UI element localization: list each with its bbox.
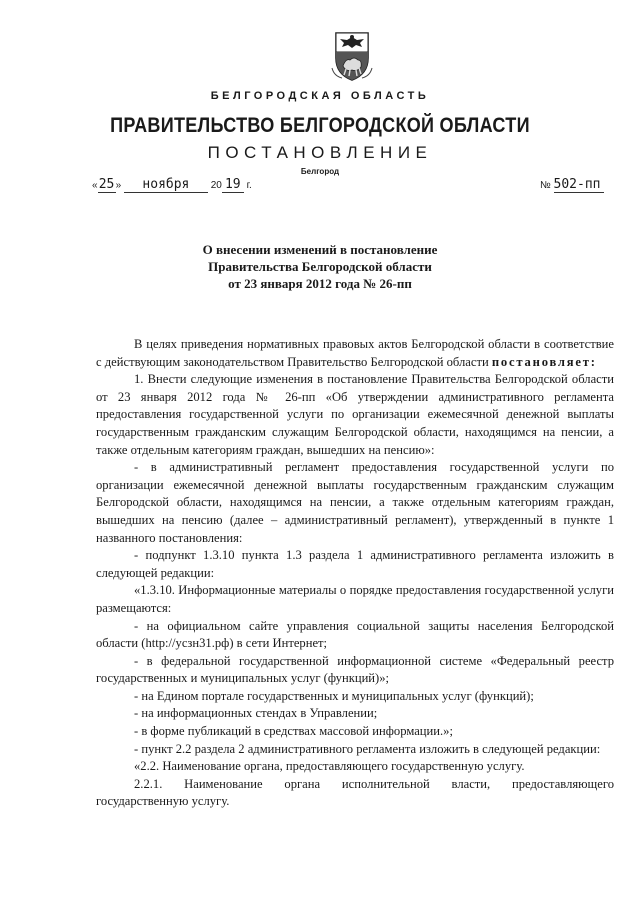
date-year-suffix: 19: [222, 177, 244, 193]
document-number: [540, 177, 604, 193]
list-item-federal-registry: - в федеральной государственной информационной системе «Федеральный реестр государственных и муниципальных услуг (функций)»;: [96, 653, 614, 686]
preamble-text: В целях приведения нормативных правовых актов Белгородской области в соответствие с действующим законодательством Правительство Белгородской области: [96, 337, 614, 369]
list-item-mass-media: - в форме публикаций в средствах массовой информации.»;: [134, 724, 453, 739]
date-month: ноября: [124, 177, 208, 193]
paragraph-2-2-1-text: 2.2.1. Наименование органа исполнительной власти, предоставляющего государственную услугу.: [96, 776, 614, 809]
title-line-3: от 23 января 2012 года № 26-пп: [228, 276, 412, 291]
paragraph-regulation-changes: - в административный регламент предоставления государственной услуги по организации ежемесячной денежной выплаты государственным гражданским служащим Белгородской области, находящимся на пенсии, а также отдельным категориям граждан, вышедших на пенсию (далее – административный регламент), утвержденный в пункте 1 названного постановления:: [96, 460, 614, 545]
list-item-info-stands: - на информационных стендах в Управлении;: [134, 706, 378, 721]
date-day: 25: [98, 177, 115, 192]
date-close-quote: »: [115, 180, 122, 191]
paragraph-preamble: [96, 336, 614, 371]
paragraph-item-2-2: - пункт 2.2 раздела 2 административного регламента изложить в следующей редакции:: [134, 741, 601, 756]
paragraph-item-1: 1. Внести следующие изменения в постановление Правительства Белгородской области от 23 января 2012 года № 26-пп «Об утверждении административного регламента предоставления государственной услуги по организации ежемесячной денежной выплаты государственным гражданским служащим Белгородской области, находящимся на пенсии, а также отдельным категориям граждан, вышедших на пенсию»:: [96, 372, 614, 457]
paragraph-1-3-10-text: «1.3.10. Информационные материалы о порядке предоставления государственной услуги размещаются:: [96, 583, 614, 615]
date-year-prefix: 20: [210, 180, 222, 191]
region-name: БЕЛГОРОДСКАЯ ОБЛАСТЬ: [210, 90, 430, 102]
title-line-2: Правительства Белгородской области: [208, 259, 432, 274]
title-line-1: О внесении изменений в постановление: [202, 242, 438, 257]
paragraph-subitem-1-3-10: - подпункт 1.3.10 пункта 1.3 раздела 1 административного регламента изложить в следующей редакции:: [96, 548, 614, 580]
document-type: ПОСТАНОВЛЕНИЕ: [207, 143, 433, 162]
document-date: [92, 177, 252, 193]
document-body: [96, 336, 614, 811]
list-item-official-site: - на официальном сайте управления социальной защиты населения Белгородской области (http://уcзн31.рф) в сети Интернет;: [96, 618, 614, 651]
paragraph-2-2-text: «2.2. Наименование органа, предоставляющего государственную услугу.: [134, 759, 525, 774]
preamble-resolves: постановляет:: [491, 354, 597, 369]
date-year-abbrev: г.: [246, 180, 252, 191]
number-label: №: [540, 180, 551, 191]
coat-of-arms-emblem: [330, 30, 374, 82]
date-open-quote: «: [92, 180, 98, 191]
number-value: 502-пп: [554, 177, 604, 193]
city-name: Белгород: [300, 167, 340, 176]
list-item-unified-portal: - на Едином портале государственных и муниципальных услуг (функций);: [134, 688, 534, 703]
government-name: ПРАВИТЕЛЬСТВО БЕЛГОРОДСКОЙ ОБЛАСТИ: [110, 114, 530, 137]
document-title: [0, 241, 640, 292]
